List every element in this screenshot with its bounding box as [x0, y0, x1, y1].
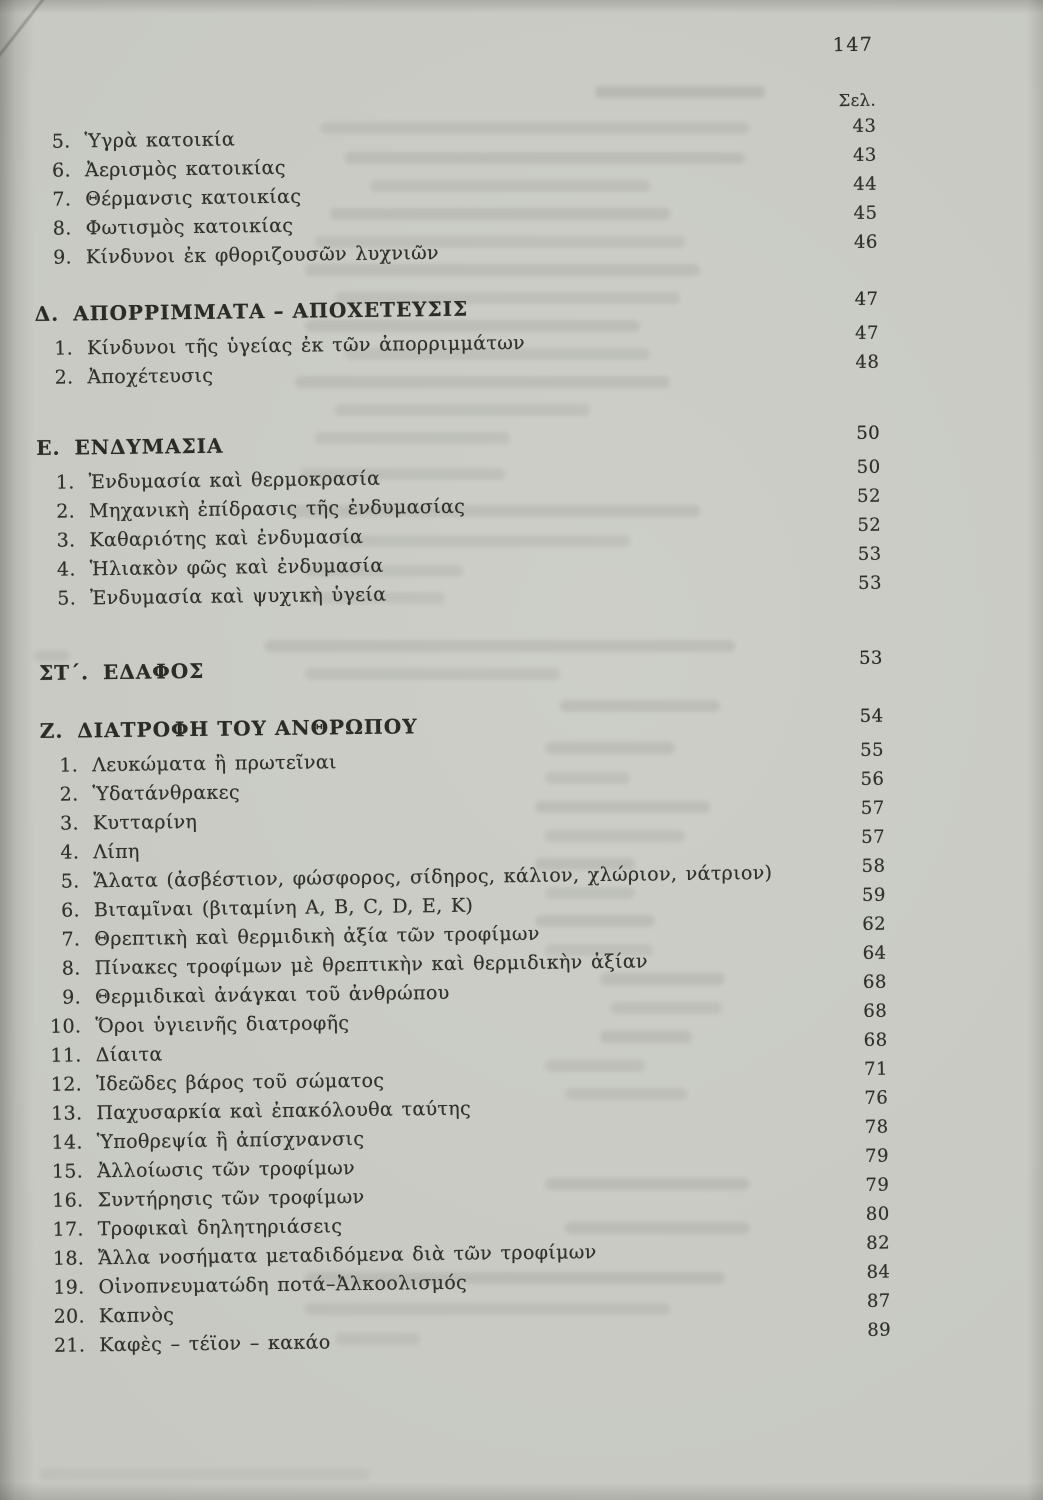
- item-title: Συντήρησις τῶν τροφίμων: [97, 1185, 365, 1212]
- item-title: Ἐνδυμασία καὶ θερμοκρασία: [88, 467, 381, 494]
- item-title: Ἡλιακὸν φῶς καὶ ἐνδυμασία: [89, 554, 384, 581]
- item-title: Καπνὸς: [98, 1304, 175, 1328]
- item-number: 18.: [52, 1247, 85, 1270]
- page-column-header: Σελ.: [838, 90, 877, 111]
- section-letter: ΣΤ΄.: [38, 660, 90, 685]
- item-title: Παχυσαρκία καὶ ἐπακόλουθα ταύτης: [96, 1097, 472, 1125]
- item-title: Φωτισμὸς κατοικίας: [85, 214, 294, 240]
- section-page-number: 50: [856, 422, 881, 444]
- item-number: 9.: [62, 986, 82, 1009]
- item-number: 11.: [50, 1044, 82, 1067]
- item-number: 21.: [53, 1334, 86, 1357]
- section-page-number: 47: [854, 288, 879, 310]
- item-title: Ἀλλοίωσις τῶν τροφίμων: [97, 1157, 356, 1183]
- item-title: Ὑποθρεψία ἢ ἀπίσχνανσις: [96, 1127, 365, 1154]
- item-title: Θρεπτικὴ καὶ θερμιδικὴ ἀξία τῶν τροφίμων: [94, 922, 540, 951]
- item-title: Ἅλατα (ἀσβέστιον, φώσφορος, σίδηρος, κάλιον, χλώριον, νάτριον): [93, 861, 773, 893]
- item-number: 2.: [56, 500, 76, 523]
- item-number: 15.: [51, 1160, 84, 1183]
- item-page-number: 56: [860, 768, 885, 790]
- item-page-number: 79: [865, 1174, 890, 1196]
- item-page-number: 43: [852, 144, 877, 166]
- item-number: 3.: [59, 812, 80, 835]
- item-page-number: 80: [865, 1203, 890, 1225]
- section-title: ΔΙΑΤΡΟΦΗ ΤΟΥ ΑΝΘΡΩΠΟΥ: [77, 714, 418, 743]
- item-page-number: 64: [862, 942, 887, 964]
- item-page-number: 48: [855, 351, 880, 373]
- section-letter: Ε.: [36, 435, 61, 460]
- item-page-number: 50: [856, 456, 881, 478]
- item-number: 7.: [61, 928, 81, 951]
- item-title: Ἀποχέτευσις: [87, 364, 214, 389]
- item-title: Βιταμῖναι (βιταμίνη A, B, C, D, E, K): [93, 894, 474, 922]
- item-title: Κυτταρίνη: [92, 810, 198, 835]
- item-number: 5.: [51, 130, 71, 153]
- item-page-number: 52: [857, 514, 882, 536]
- item-title: Ὑδατάνθρακες: [92, 781, 240, 806]
- item-title: Κίνδυνοι τῆς ὑγείας ἐκ τῶν ἀπορριμμάτων: [86, 331, 526, 360]
- item-title: Τροφικαὶ δηλητηριάσεις: [97, 1215, 343, 1241]
- toc-list: [32, 115, 892, 1361]
- item-number: 6.: [61, 899, 81, 922]
- item-number: 3.: [56, 529, 76, 552]
- item-title: Θερμιδικαὶ ἀνάγκαι τοῦ ἀνθρώπου: [94, 981, 450, 1009]
- item-title: Καφὲς – τέϊον – κακάο: [99, 1331, 331, 1357]
- item-page-number: 45: [853, 202, 878, 224]
- item-page-number: 68: [862, 971, 888, 993]
- item-page-number: 44: [853, 173, 878, 195]
- page-edge-shadow-top: [0, 0, 1043, 14]
- item-title: Ἄλλα νοσήματα μεταδιδόμενα διὰ τῶν τροφίμων: [98, 1241, 597, 1270]
- item-number: 19.: [53, 1276, 85, 1299]
- page-edge-shadow-right: [1027, 0, 1043, 1500]
- item-number: 1.: [59, 754, 79, 777]
- item-number: 8.: [61, 957, 81, 980]
- item-page-number: 84: [866, 1261, 891, 1283]
- item-page-number: 71: [863, 1058, 889, 1080]
- item-title: Λίπη: [93, 840, 140, 864]
- section-title: ΑΠΟΡΡΙΜΜΑΤΑ – ΑΠΟΧΕΤΕΥΣΙΣ: [73, 296, 469, 326]
- item-title: Ἀερισμὸς κατοικίας: [84, 156, 286, 182]
- item-page-number: 76: [864, 1087, 889, 1109]
- item-number: 8.: [52, 217, 72, 240]
- item-number: 7.: [52, 188, 72, 211]
- item-number: 13.: [51, 1102, 83, 1125]
- item-title: Μηχανικὴ ἐπίδρασις τῆς ἐνδυμασίας: [88, 495, 466, 523]
- item-number: 20.: [53, 1305, 86, 1328]
- item-title: Δίαιτα: [95, 1043, 163, 1067]
- item-title: Ὑγρὰ κατοικία: [84, 128, 236, 153]
- toc-section-heading: [34, 289, 878, 331]
- section-title: ΕΔΑΦΟΣ: [102, 658, 205, 685]
- toc-section-heading: [40, 706, 884, 748]
- item-page-number: 57: [860, 797, 885, 819]
- item-title: Οἰνοπνευματώδη ποτά–Ἀλκοολισμός: [98, 1271, 468, 1299]
- item-number: 12.: [50, 1073, 83, 1096]
- item-page-number: 79: [864, 1145, 890, 1167]
- item-number: 1.: [55, 471, 75, 494]
- item-title: Λευκώματα ἢ πρωτεῖναι: [92, 751, 337, 777]
- item-page-number: 57: [861, 826, 886, 848]
- item-number: 2.: [59, 783, 79, 806]
- item-page-number: 59: [861, 884, 886, 906]
- item-title: Θέρμανσις κατοικίας: [85, 185, 302, 211]
- item-page-number: 43: [852, 115, 877, 137]
- item-number: 1.: [54, 337, 74, 360]
- item-number: 14.: [51, 1131, 83, 1154]
- page-number: 147: [832, 33, 874, 57]
- item-number: 6.: [51, 159, 72, 182]
- item-number: 5.: [60, 870, 80, 893]
- item-page-number: 58: [861, 855, 886, 877]
- item-page-number: 78: [864, 1116, 889, 1138]
- section-title: ΕΝΔΥΜΑΣΙΑ: [74, 433, 224, 460]
- item-page-number: 87: [866, 1290, 891, 1312]
- item-number: 4.: [60, 841, 80, 864]
- item-page-number: 68: [863, 1000, 888, 1022]
- toc-section-heading: [39, 648, 883, 690]
- item-page-number: 68: [863, 1029, 888, 1051]
- item-number: 10.: [49, 1015, 82, 1038]
- item-page-number: 53: [857, 572, 883, 594]
- toc-section-heading: [36, 423, 880, 465]
- item-number: 16.: [52, 1189, 84, 1212]
- page-edge-shadow-left: [0, 0, 34, 1500]
- item-number: 17.: [52, 1218, 84, 1241]
- item-title: Κίνδυνοι ἐκ φθοριζουσῶν λυχνιῶν: [85, 241, 440, 269]
- item-page-number: 89: [867, 1319, 892, 1341]
- item-number: 4.: [56, 558, 76, 581]
- item-page-number: 62: [862, 913, 887, 935]
- item-number: 2.: [54, 366, 74, 389]
- item-page-number: 55: [860, 739, 885, 761]
- item-page-number: 53: [857, 543, 882, 565]
- item-title: Πίνακες τροφίμων μὲ θρεπτικὴν καὶ θερμιδικὴν ἀξίαν: [94, 950, 649, 980]
- item-page-number: 46: [853, 231, 878, 253]
- section-letter: Δ.: [34, 301, 60, 326]
- section-page-number: 54: [859, 705, 884, 727]
- item-title: Ἰδεῶδες βάρος τοῦ σώματος: [95, 1069, 385, 1096]
- item-title: Καθαριότης καὶ ἐνδυμασία: [89, 525, 364, 552]
- item-page-number: 47: [854, 322, 880, 344]
- item-page-number: 52: [856, 485, 882, 507]
- section-letter: Ζ.: [39, 718, 64, 743]
- page-edge-shadow-bottom: [0, 1482, 1043, 1500]
- item-number: 5.: [57, 587, 77, 610]
- section-page-number: 53: [858, 647, 884, 669]
- item-title: Ἐνδυμασία καὶ ψυχικὴ ὑγεία: [90, 583, 387, 610]
- item-page-number: 82: [866, 1232, 891, 1254]
- item-title: Ὅροι ὑγιεινῆς διατροφῆς: [95, 1012, 350, 1038]
- item-number: 9.: [53, 246, 73, 269]
